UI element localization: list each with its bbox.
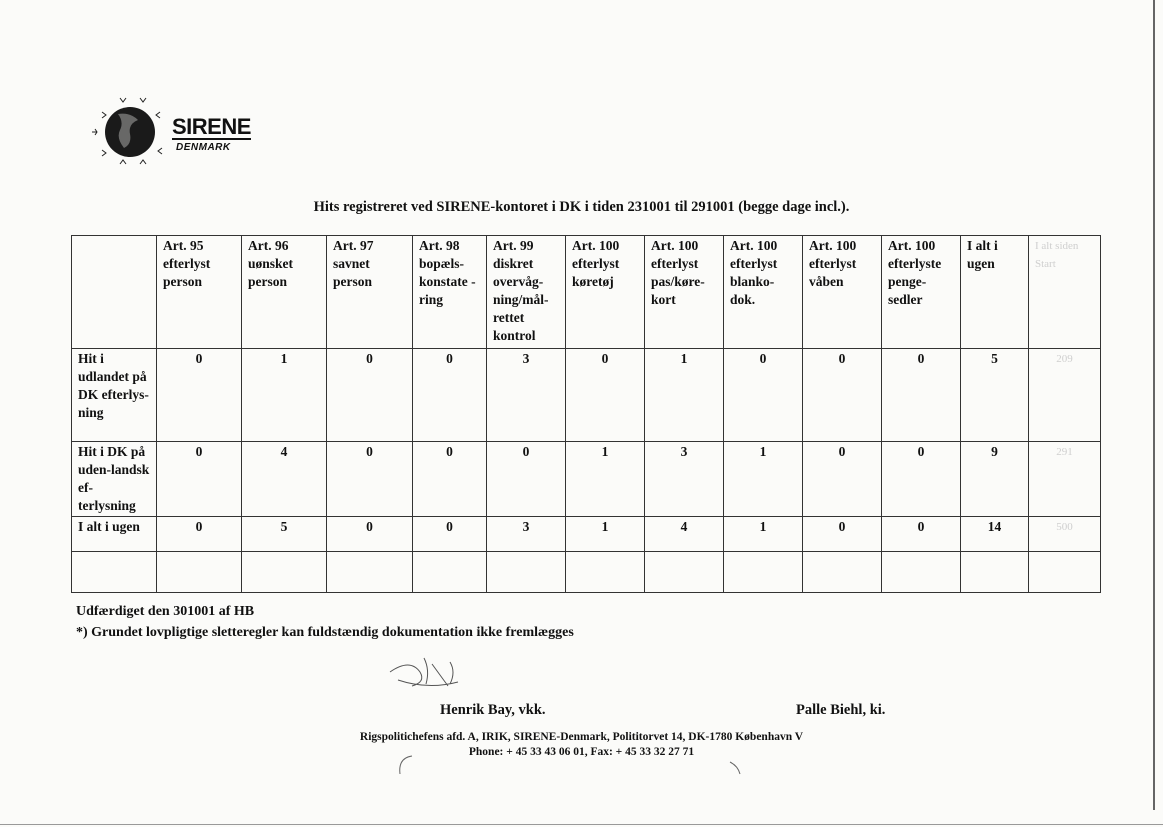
hits-table bbox=[71, 235, 1101, 593]
table-cell: 1 bbox=[242, 349, 327, 442]
table-row bbox=[72, 349, 1101, 442]
table-cell-empty bbox=[72, 552, 157, 593]
table-cell: 0 bbox=[882, 349, 961, 442]
table-cell: 0 bbox=[803, 349, 882, 442]
table-cell: 1 bbox=[645, 349, 724, 442]
table-cell: 4 bbox=[242, 442, 327, 517]
sirene-globe-icon bbox=[80, 92, 180, 172]
table-cell: 0 bbox=[327, 517, 413, 552]
table-cell-empty bbox=[882, 552, 961, 593]
column-header-faint: I alt siden Start bbox=[1029, 236, 1101, 349]
table-cell: 0 bbox=[327, 349, 413, 442]
table-cell-faint: 209 bbox=[1029, 349, 1101, 442]
row-label: Hit i udlandet på DK efterlys-ning bbox=[72, 349, 157, 442]
column-header: Art. 100 efterlyst blanko-dok. bbox=[724, 236, 803, 349]
column-header: Art. 95 efterlyst person bbox=[157, 236, 242, 349]
table-cell: 3 bbox=[645, 442, 724, 517]
punch-hole-mark bbox=[728, 760, 742, 776]
table-cell-empty bbox=[1029, 552, 1101, 593]
table-cell: 0 bbox=[724, 349, 803, 442]
handwritten-signature bbox=[380, 650, 520, 710]
table-cell-empty bbox=[157, 552, 242, 593]
logo-country: DENMARK bbox=[176, 142, 231, 153]
table-cell: 0 bbox=[413, 517, 487, 552]
table-cell: 0 bbox=[566, 349, 645, 442]
column-header: Art. 98 bopæls-konstate -ring bbox=[413, 236, 487, 349]
table-cell: 1 bbox=[724, 442, 803, 517]
table-cell: 0 bbox=[882, 517, 961, 552]
column-header: Art. 100 efterlyste penge-sedler bbox=[882, 236, 961, 349]
sirene-logo bbox=[80, 92, 250, 172]
table-cell: 0 bbox=[327, 442, 413, 517]
table-cell: 0 bbox=[803, 517, 882, 552]
table-cell: 0 bbox=[157, 517, 242, 552]
table-cell-empty bbox=[413, 552, 487, 593]
table-cell-empty bbox=[242, 552, 327, 593]
row-label: Hit i DK på uden-landsk ef-terlysning bbox=[72, 442, 157, 517]
table-cell: 3 bbox=[487, 349, 566, 442]
table-row bbox=[72, 517, 1101, 552]
table-header-row bbox=[72, 236, 1101, 349]
table-cell: 0 bbox=[487, 442, 566, 517]
footnote: *) Grundet lovpligtige sletteregler kan fuldstændig dokumentation ikke fremlægges bbox=[76, 625, 574, 640]
table-cell-faint: 500 bbox=[1029, 517, 1101, 552]
table-cell-empty bbox=[327, 552, 413, 593]
row-label: I alt i ugen bbox=[72, 517, 157, 552]
table-row-empty bbox=[72, 552, 1101, 593]
table-cell: 9 bbox=[961, 442, 1029, 517]
table-cell: 3 bbox=[487, 517, 566, 552]
table-cell: 0 bbox=[803, 442, 882, 517]
column-header: Art. 100 efterlyst pas/køre-kort bbox=[645, 236, 724, 349]
logo-name: SIRENE bbox=[172, 114, 251, 139]
table-cell: 5 bbox=[961, 349, 1029, 442]
table-cell: 0 bbox=[413, 442, 487, 517]
column-header: Art. 96 uønsket person bbox=[242, 236, 327, 349]
table-cell-empty bbox=[724, 552, 803, 593]
table-cell: 4 bbox=[645, 517, 724, 552]
table-cell-empty bbox=[645, 552, 724, 593]
column-header: I alt i ugen bbox=[961, 236, 1029, 349]
table-cell: 0 bbox=[882, 442, 961, 517]
table-cell: 0 bbox=[157, 349, 242, 442]
column-header bbox=[72, 236, 157, 349]
table-cell-empty bbox=[566, 552, 645, 593]
table-cell: 1 bbox=[566, 517, 645, 552]
column-header: Art. 100 efterlyst våben bbox=[803, 236, 882, 349]
scan-edge-right bbox=[1153, 0, 1155, 810]
table-cell: 1 bbox=[566, 442, 645, 517]
document-heading: Hits registreret ved SIRENE-kontoret i DK i tiden 231001 til 291001 (begge dage incl.). bbox=[313, 199, 850, 215]
signature-right: Palle Biehl, ki. bbox=[796, 702, 886, 718]
column-header: Art. 100 efterlyst køretøj bbox=[566, 236, 645, 349]
table-cell: 0 bbox=[413, 349, 487, 442]
column-header: Art. 97 savnet person bbox=[327, 236, 413, 349]
footer-address: Rigspolitichefens afd. A, IRIK, SIRENE-Denmark, Polititorvet 14, DK-1780 København V bbox=[359, 731, 804, 743]
table-row bbox=[72, 442, 1101, 517]
table-cell-empty bbox=[487, 552, 566, 593]
footer-phone: Phone: + 45 33 43 06 01, Fax: + 45 33 32 27 71 bbox=[468, 746, 695, 758]
table-cell: 1 bbox=[724, 517, 803, 552]
table-cell: 0 bbox=[157, 442, 242, 517]
scan-edge-bottom bbox=[0, 824, 1163, 825]
table-cell-empty bbox=[803, 552, 882, 593]
column-header: Art. 99 diskret overvåg-ning/mål-rettet kontrol bbox=[487, 236, 566, 349]
table-cell-faint: 291 bbox=[1029, 442, 1101, 517]
prepared-note: Udfærdiget den 301001 af HB bbox=[76, 604, 255, 619]
punch-hole-mark bbox=[396, 752, 416, 776]
table-cell: 14 bbox=[961, 517, 1029, 552]
table-cell: 5 bbox=[242, 517, 327, 552]
signature-left: Henrik Bay, vkk. bbox=[440, 702, 546, 718]
table-cell-empty bbox=[961, 552, 1029, 593]
